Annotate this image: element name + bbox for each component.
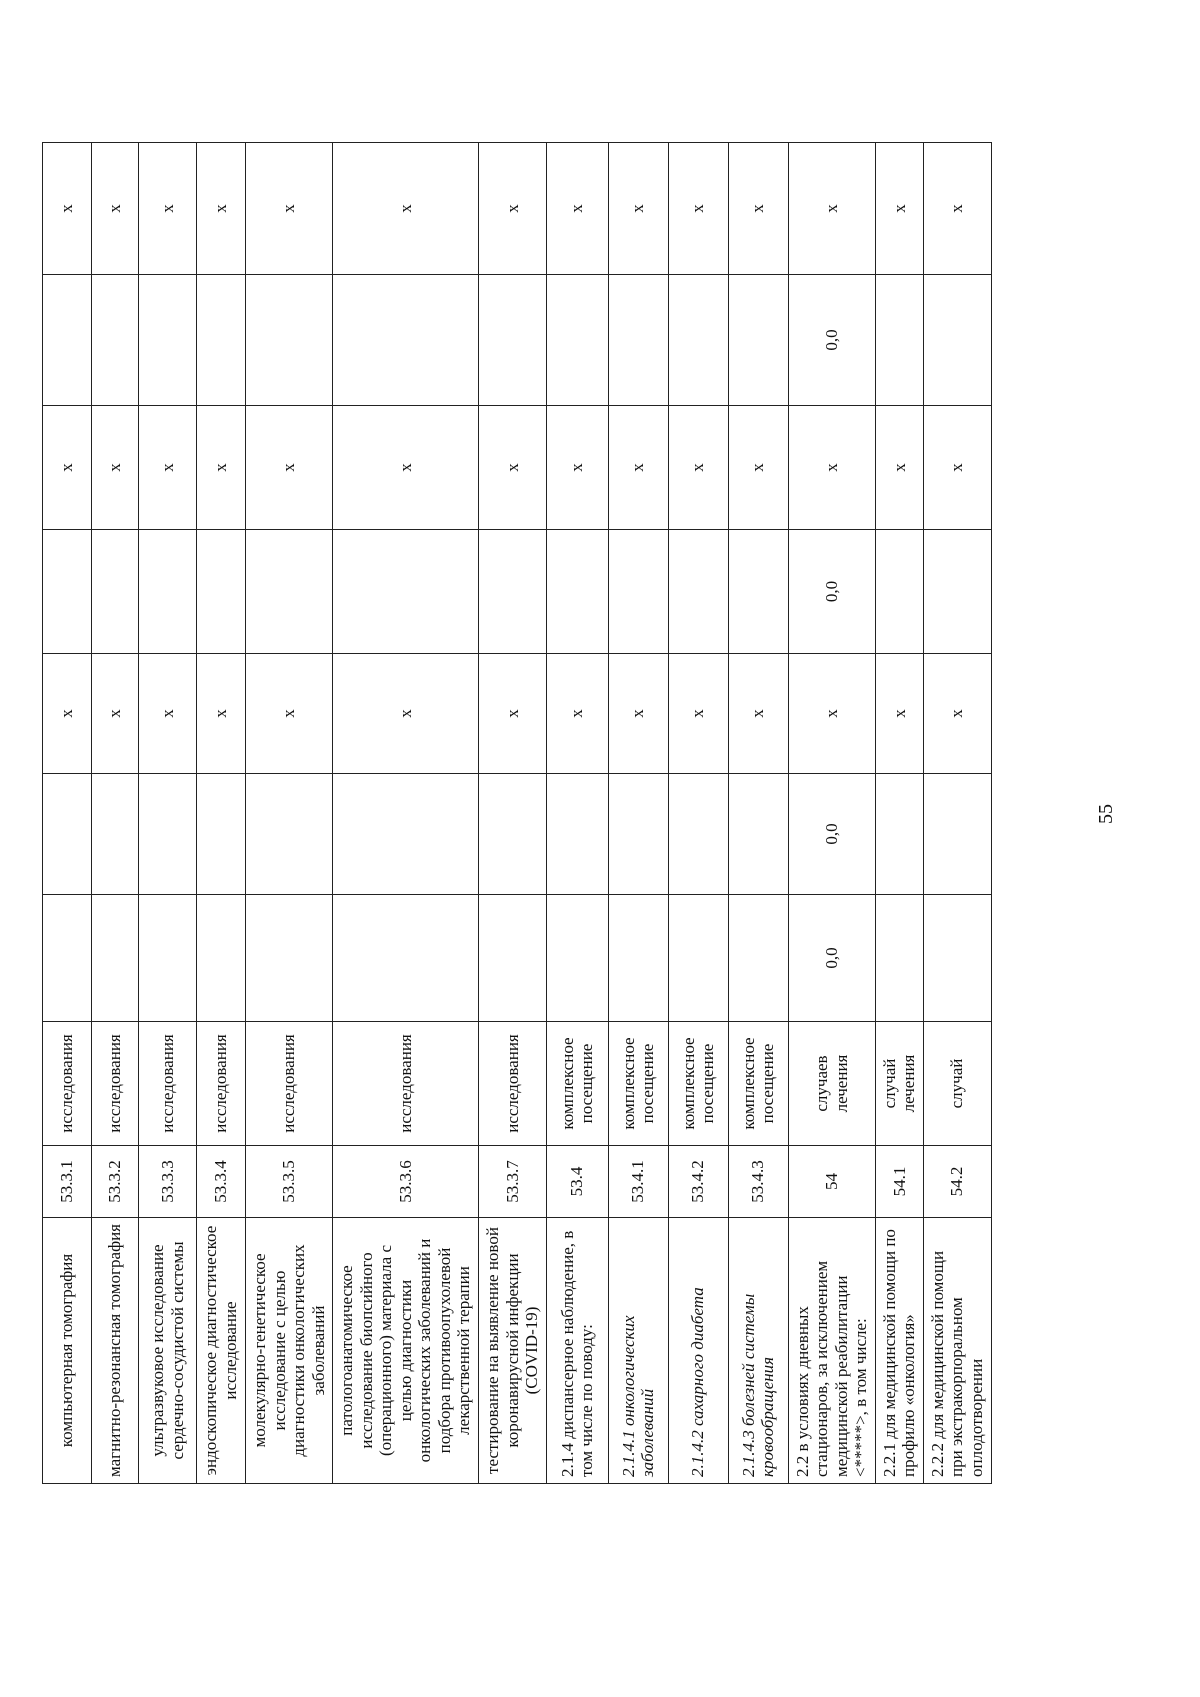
value-cell: х [923,654,991,774]
value-cell [43,774,92,895]
table-row [43,143,92,1484]
value-cell: х [333,406,479,530]
value-cell [546,895,608,1022]
value-cell [333,895,479,1022]
value-cell: х [875,654,923,774]
unit-cell: комплексное посещение [728,1022,788,1146]
row-name-cell: 2.2.1 для медицинской помощи по профилю «онкология» [875,1218,923,1484]
value-cell: х [246,406,333,530]
row-name-cell: магнитно-резонансная томография [92,1218,139,1484]
value-cell: х [728,654,788,774]
value-cell: х [246,143,333,275]
value-cell [546,275,608,406]
row-name-cell: ультразвуковое исследование сердечно-сосудистой системы [139,1218,197,1484]
value-cell: х [788,406,875,530]
row-code-cell: 53.3.6 [333,1146,479,1218]
value-cell: х [479,654,547,774]
row-name-cell: 2.1.4 диспансерное наблюдение, в том числе по поводу: [546,1218,608,1484]
value-cell [608,895,668,1022]
value-cell [923,275,991,406]
table-row [197,143,246,1484]
row-code-cell: 53.3.4 [197,1146,246,1218]
row-name-cell: тестирование на выявление новой коронавирусной инфекции (COVID-19) [479,1218,547,1484]
value-cell: х [139,654,197,774]
value-cell: х [197,406,246,530]
value-cell: 0,0 [788,275,875,406]
row-code-cell: 54.2 [923,1146,991,1218]
row-code-cell: 53.3.3 [139,1146,197,1218]
page-number: 55 [1095,804,1117,824]
unit-cell: комплексное посещение [668,1022,728,1146]
table-row [608,143,668,1484]
value-cell [479,530,547,654]
value-cell: х [875,143,923,275]
value-cell: х [546,406,608,530]
table-row [788,143,875,1484]
table-row [333,143,479,1484]
table-row [668,143,728,1484]
unit-cell: исследования [479,1022,547,1146]
row-code-cell: 54.1 [875,1146,923,1218]
value-cell: х [246,654,333,774]
value-cell [923,530,991,654]
value-cell: х [197,654,246,774]
row-code-cell: 53.3.7 [479,1146,547,1218]
value-cell [728,275,788,406]
value-cell [197,774,246,895]
value-cell: х [139,406,197,530]
value-cell: х [546,143,608,275]
value-cell: х [728,143,788,275]
unit-cell: исследования [43,1022,92,1146]
value-cell [728,774,788,895]
value-cell [43,895,92,1022]
value-cell [923,895,991,1022]
unit-cell: исследования [246,1022,333,1146]
value-cell [333,774,479,895]
row-name-cell: 2.1.4.1 онкологических заболеваний [608,1218,668,1484]
table-row [92,143,139,1484]
value-cell [246,275,333,406]
value-cell: х [43,654,92,774]
value-cell [668,275,728,406]
value-cell [333,275,479,406]
value-cell: х [923,406,991,530]
row-code-cell: 53.3.1 [43,1146,92,1218]
table-row [246,143,333,1484]
table-row [139,143,197,1484]
value-cell [479,774,547,895]
value-cell: х [608,654,668,774]
row-name-cell: компьютерная томография [43,1218,92,1484]
unit-cell: исследования [197,1022,246,1146]
unit-cell: комплексное посещение [546,1022,608,1146]
value-cell: х [875,406,923,530]
value-cell: 0,0 [788,530,875,654]
value-cell [246,530,333,654]
value-cell [546,530,608,654]
row-code-cell: 53.4.1 [608,1146,668,1218]
value-cell: х [92,654,139,774]
data-table [42,142,992,1484]
value-cell [875,774,923,895]
value-cell: х [728,406,788,530]
row-code-cell: 53.4.3 [728,1146,788,1218]
value-cell [246,895,333,1022]
value-cell: х [43,406,92,530]
value-cell: х [923,143,991,275]
row-name-cell: патологоанатомическое исследование биопсийного (операционного) материала с целью диагностики онкологических заболеваний и подбора противоопухолевой лекарственной терапии [333,1218,479,1484]
value-cell [923,774,991,895]
value-cell [668,895,728,1022]
value-cell: х [668,654,728,774]
unit-cell: комплексное посещение [608,1022,668,1146]
row-code-cell: 53.3.5 [246,1146,333,1218]
value-cell [608,530,668,654]
value-cell [728,895,788,1022]
value-cell [608,275,668,406]
value-cell [92,895,139,1022]
value-cell [139,774,197,895]
value-cell: х [608,406,668,530]
row-name-cell: 2.2.2 для медицинской помощи при экстракорпоральном оплодотворении [923,1218,991,1484]
value-cell: х [479,143,547,275]
value-cell: х [546,654,608,774]
unit-cell: случай лечения [875,1022,923,1146]
table-row [923,143,991,1484]
value-cell [875,530,923,654]
unit-cell: исследования [333,1022,479,1146]
value-cell [546,774,608,895]
value-cell [197,530,246,654]
value-cell: х [92,143,139,275]
row-code-cell: 53.4.2 [668,1146,728,1218]
value-cell: х [333,143,479,275]
value-cell: 0,0 [788,895,875,1022]
value-cell: х [788,654,875,774]
row-name-cell: 2.1.4.2 сахарного диабета [668,1218,728,1484]
value-cell [608,774,668,895]
value-cell [139,530,197,654]
value-cell [92,530,139,654]
table-row [546,143,608,1484]
unit-cell: случай [923,1022,991,1146]
value-cell [479,895,547,1022]
value-cell [333,530,479,654]
value-cell [875,275,923,406]
row-code-cell: 53.4 [546,1146,608,1218]
row-name-cell: эндоскопическое диагностическое исследование [197,1218,246,1484]
value-cell [43,530,92,654]
value-cell [92,275,139,406]
value-cell: х [608,143,668,275]
row-name-cell: 2.2 в условиях дневных стационаров, за исключением медицинской реабилитации <*****>, в том числе: [788,1218,875,1484]
value-cell [197,275,246,406]
value-cell: х [92,406,139,530]
table-row [875,143,923,1484]
value-cell: х [43,143,92,275]
unit-cell: исследования [92,1022,139,1146]
value-cell: х [788,143,875,275]
unit-cell: исследования [139,1022,197,1146]
value-cell [479,275,547,406]
value-cell: х [139,143,197,275]
row-name-cell: 2.1.4.3 болезней системы кровообращения [728,1218,788,1484]
unit-cell: случаев лечения [788,1022,875,1146]
value-cell [728,530,788,654]
value-cell: х [668,143,728,275]
value-cell [246,774,333,895]
value-cell: х [197,143,246,275]
value-cell: х [668,406,728,530]
row-code-cell: 54 [788,1146,875,1218]
value-cell [875,895,923,1022]
value-cell [139,275,197,406]
value-cell [668,774,728,895]
value-cell: 0,0 [788,774,875,895]
value-cell [139,895,197,1022]
row-name-cell: молекулярно-генетическое исследование с целью диагностики онкологических заболеваний [246,1218,333,1484]
value-cell: х [479,406,547,530]
table-row [479,143,547,1484]
value-cell [668,530,728,654]
value-cell [43,275,92,406]
table-body [43,143,992,1484]
table-row [728,143,788,1484]
value-cell [92,774,139,895]
row-code-cell: 53.3.2 [92,1146,139,1218]
value-cell [197,895,246,1022]
value-cell: х [333,654,479,774]
